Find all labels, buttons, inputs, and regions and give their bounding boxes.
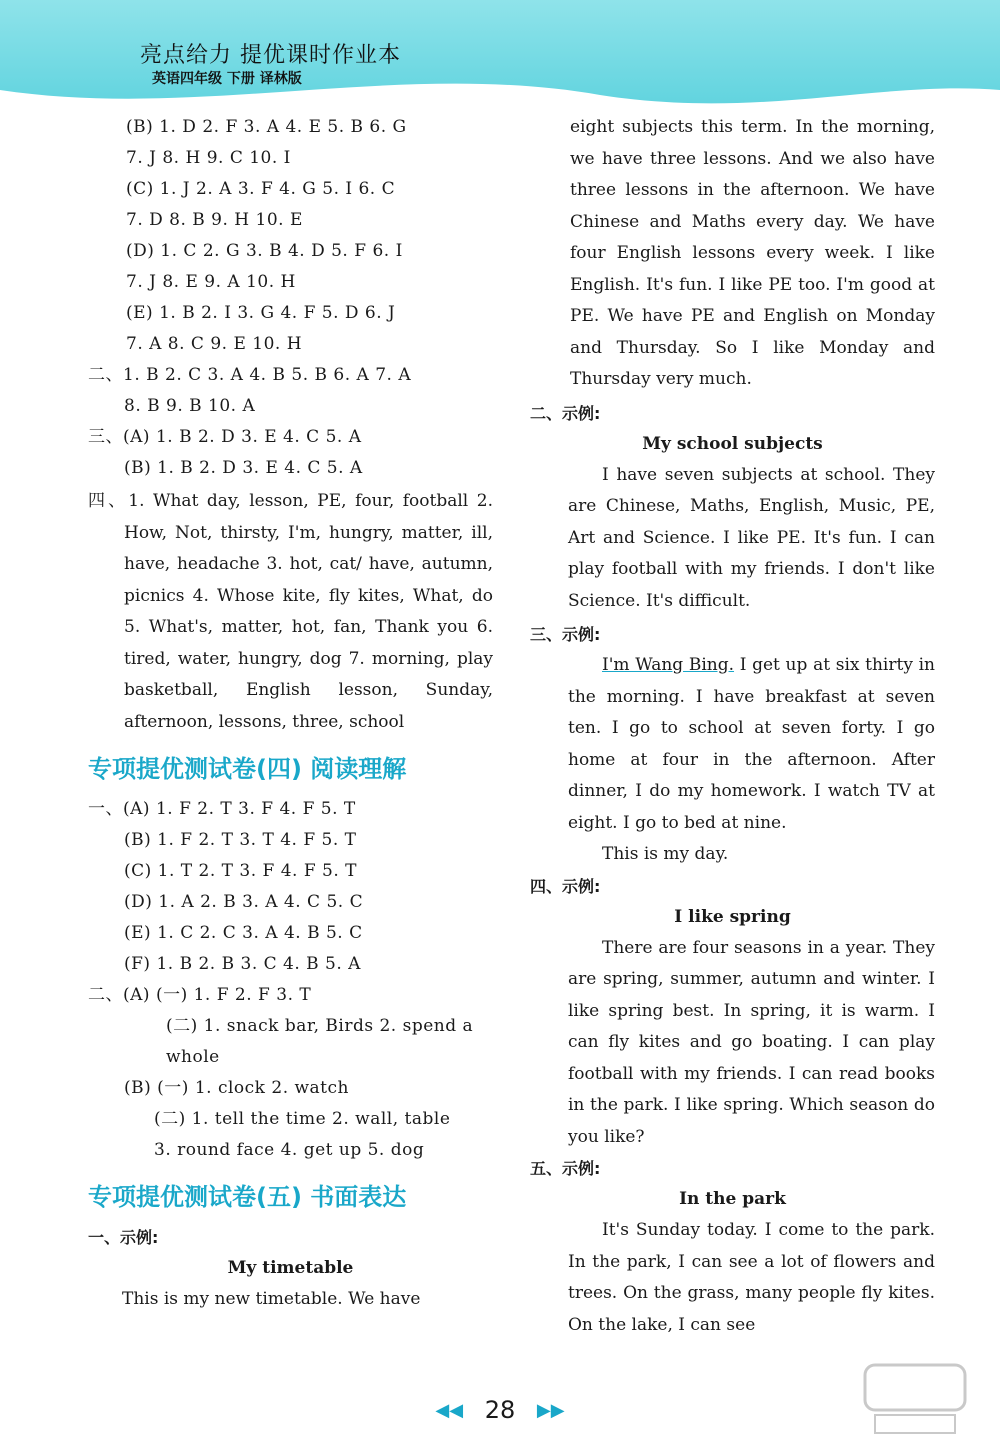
essay-text: This is my new timetable. We have [122,1289,421,1309]
answer-line: 二、1. B 2. C 3. A 4. B 5. B 6. A 7. A [88,365,412,385]
section-title-writing: 专项提优测试卷(五) 书面表达 [88,1183,407,1211]
left-column [88,112,493,1316]
answer-line: whole [166,1047,220,1067]
book-title: 亮点给力 提优课时作业本 [140,43,401,68]
answer-line: (F) 1. B 2. B 3. C 4. B 5. A [124,954,361,974]
answer-line: 一、(A) 1. F 2. T 3. F 4. F 5. T [88,799,356,819]
answer-line: (B) 1. B 2. D 3. E 4. C 5. A [124,458,363,478]
next-arrows-icon: ▶▶ [536,1399,565,1421]
essay-text: It's Sunday today. I come to the park. In the park, I can see a lot of flowers and trees. On the grass, many people fly kites. On the lake, I can see [568,1220,935,1335]
answer-line: (B) (一) 1. clock 2. watch [124,1078,349,1098]
answer-line: 3. round face 4. get up 5. dog [154,1140,425,1160]
answer-line: 8. B 9. B 10. A [124,396,256,416]
essay-text: eight subjects this term. In the morning, we have three lessons. And we also have three lessons in the afternoon. We have Chinese and Maths every day. We have four English lessons every week. I like English. It's fun. I like PE too. I'm good at PE. We have PE and English on Monday and Thursday. So I like Monday and Thursday very much. [570,117,935,389]
answer-line: 二、(A) (一) 1. F 2. F 3. T [88,985,312,1005]
page-number: 28 [484,1396,516,1424]
answer-line: 7. J 8. H 9. C 10. I [126,148,291,168]
answer-line: (C) 1. T 2. T 3. F 4. F 5. T [124,861,358,881]
essay-text [530,650,935,839]
essay-title: In the park [679,1189,786,1209]
answer-line: 三、(A) 1. B 2. D 3. E 4. C 5. A [88,427,362,447]
essay-text: I have seven subjects at school. They are Chinese, Maths, English, Music, PE, Art and Science. I like PE. It's fun. I can play football with my friends. I don't like Science. It's difficult. [568,464,935,611]
right-column [530,112,935,1341]
prev-arrows-icon: ◀◀ [435,1399,464,1421]
essay-title: My school subjects [642,433,823,454]
essay-text: There are four seasons in a year. They are spring, summer, autumn and winter. I like spring best. In spring, it is warm. I can fly kites and go boating. I can play football with my friends. I can read books in the park. I like spring. Which season do you like? [568,937,935,1147]
answer-line: (D) 1. C 2. G 3. B 4. D 5. F 6. I [126,241,403,261]
answer-line: 7. A 8. C 9. E 10. H [126,334,303,354]
essay-title: I like spring [674,906,791,927]
section-title-reading: 专项提优测试卷(四) 阅读理解 [88,755,407,783]
answer-line: (C) 1. J 2. A 3. F 4. G 5. I 6. C [126,179,396,199]
underlined-name: I'm Wang Bing. [602,655,735,675]
example-label: 一、示例: [88,1228,159,1247]
essay-title: My timetable [227,1258,354,1278]
answer-line: (D) 1. A 2. B 3. A 4. C 5. C [124,892,364,912]
example-label: 三、示例: [530,625,601,644]
answer-paragraph-four: 四、1. What day, lesson, PE, four, football 2. How, Not, thirsty, I'm, hungry, matter, ill, have, headache 3. hot, cat/ have, autumn, picnics 4. Whose kite, fly kites, What, do 5. What's, matter, hot, fan, Thank you 6. tired, water, hungry, dog 7. morning, play basketball, English lesson, Sunday, afternoon, lessons, three, school [88,491,493,732]
answer-line: (E) 1. B 2. I 3. G 4. F 5. D 6. J [126,303,396,323]
book-subtitle: 英语四年级 下册 译林版 [152,71,302,87]
header-wave-decoration [0,60,1000,120]
answer-line: 7. D 8. B 9. H 10. E [126,210,303,230]
essay-body: I get up at six thirty in the morning. I have breakfast at seven ten. I go to school at seven forty. I go home at four in the afternoon. After dinner, I do my homework. I watch TV at eight. I go to bed at nine. [568,655,936,833]
answer-line: (B) 1. D 2. F 3. A 4. E 5. B 6. G [126,117,407,137]
example-label: 四、示例: [530,876,601,896]
essay-ending: This is my day. [602,844,729,864]
watermark-logo-icon [860,1360,970,1440]
answer-line: (E) 1. C 2. C 3. A 4. B 5. C [124,923,363,943]
page-footer [0,1395,1000,1435]
answer-line: (二) 1. tell the time 2. wall, table [154,1109,451,1129]
example-label: 五、示例: [530,1159,601,1178]
answer-line: (B) 1. F 2. T 3. T 4. F 5. T [124,830,357,850]
answer-line: (二) 1. snack bar, Birds 2. spend a [166,1016,474,1036]
example-label: 二、示例: [530,403,601,423]
answer-line: 7. J 8. E 9. A 10. H [126,272,296,292]
